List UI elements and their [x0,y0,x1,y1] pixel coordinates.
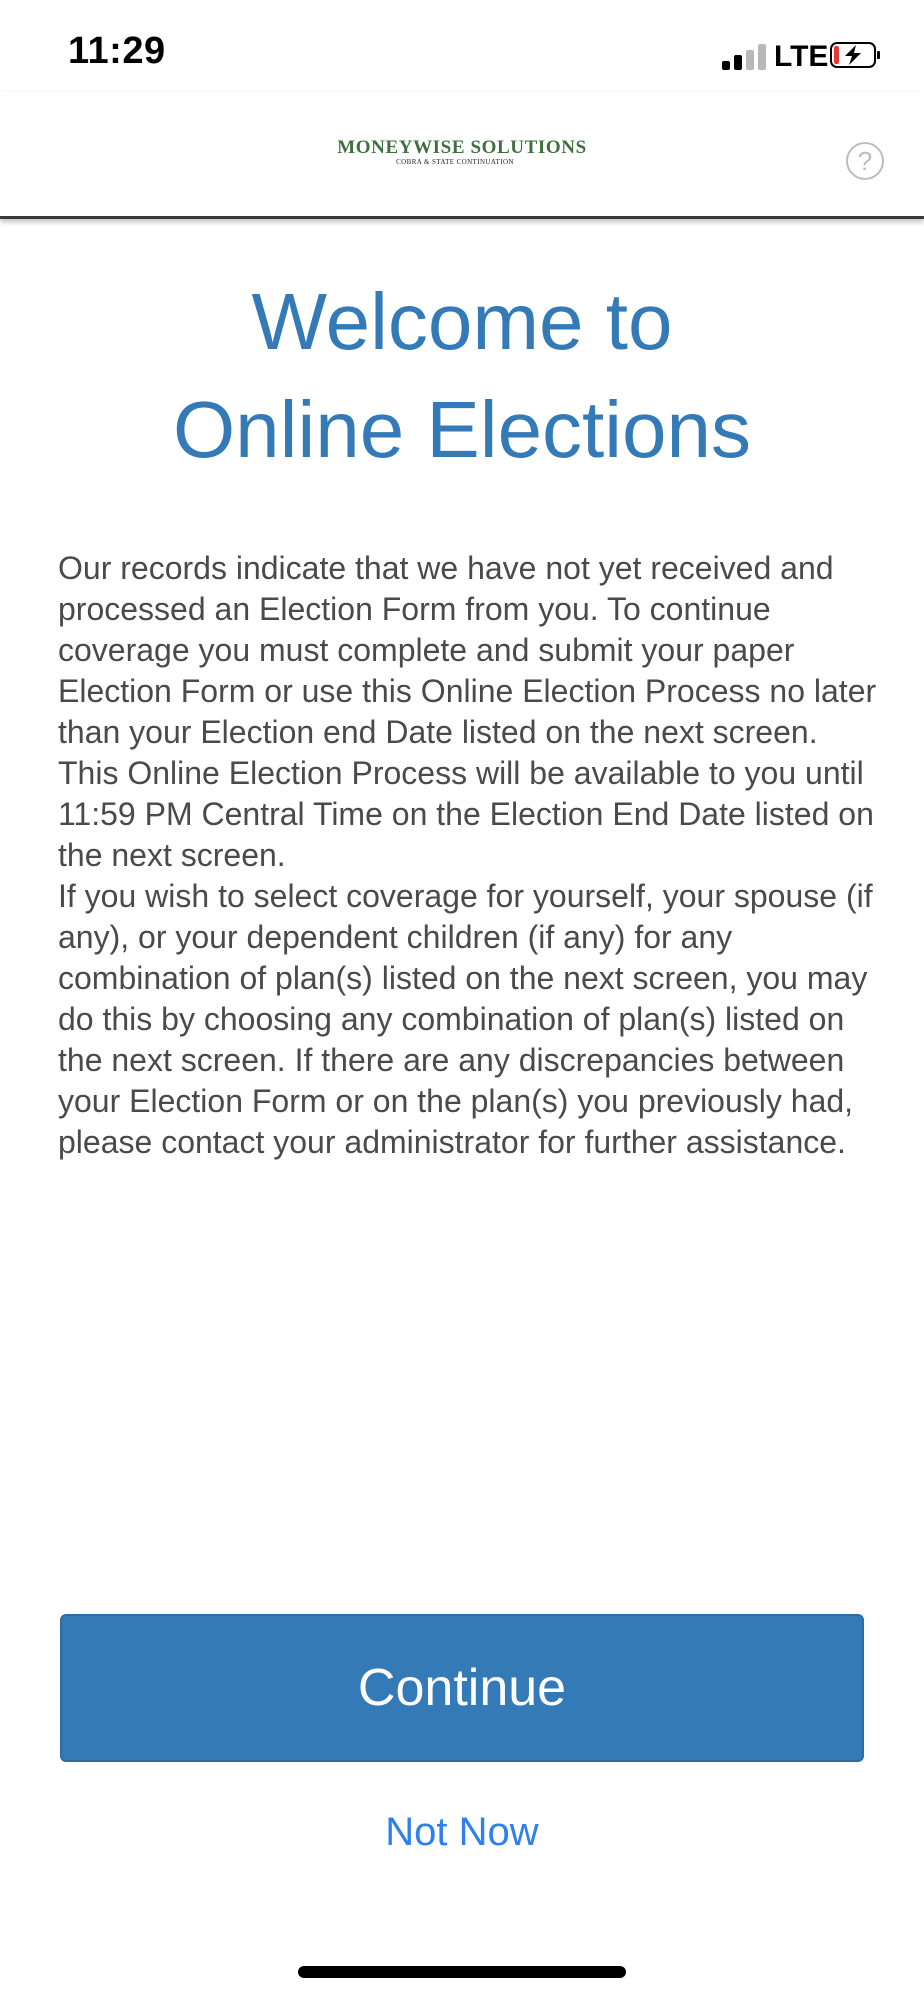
notice-paragraph-coverage: If you wish to select coverage for yourself, your spouse (if any), or your dependent children (if any) for any combination of plan(s) listed on the next screen, you may do this by choosing any combination of plan(s) listed on the next screen. If there are any discrepancies between your Election Form or on the plan(s) you previously had, please contact your administrator for further assistance. [58,878,873,1160]
page-title-line2: Online Elections [172,385,752,474]
logo-tagline: COBRA & STATE CONTINUATION [396,158,514,166]
home-indicator[interactable] [298,1966,626,1978]
app-header [0,92,924,219]
cellular-signal-icon [722,44,768,70]
network-type-label: LTE [774,40,829,73]
status-time: 11:29 [68,30,166,72]
help-icon[interactable]: ? [846,142,884,180]
continue-button[interactable]: Continue [60,1614,864,1762]
not-now-link[interactable]: Not Now [385,1810,539,1854]
logo-company-name: MONEYWISE SOLUTIONS [337,137,587,158]
page-title-line1: Welcome to [251,277,673,366]
company-logo [0,138,924,166]
notice-paragraph-deadline: Our records indicate that we have not yet received and processed an Election Form from you. To continue coverage you must complete and submit your paper Election Form or use this Online Election Process no later than your Election end Date listed on the next screen. This Online Election Process will be available to you until 11:59 PM Central Time on the Election End Date listed on the next screen. [58,550,877,873]
election-notice [58,548,878,1163]
page-title [0,268,924,484]
battery-charging-icon [830,42,882,68]
status-bar [0,0,924,92]
